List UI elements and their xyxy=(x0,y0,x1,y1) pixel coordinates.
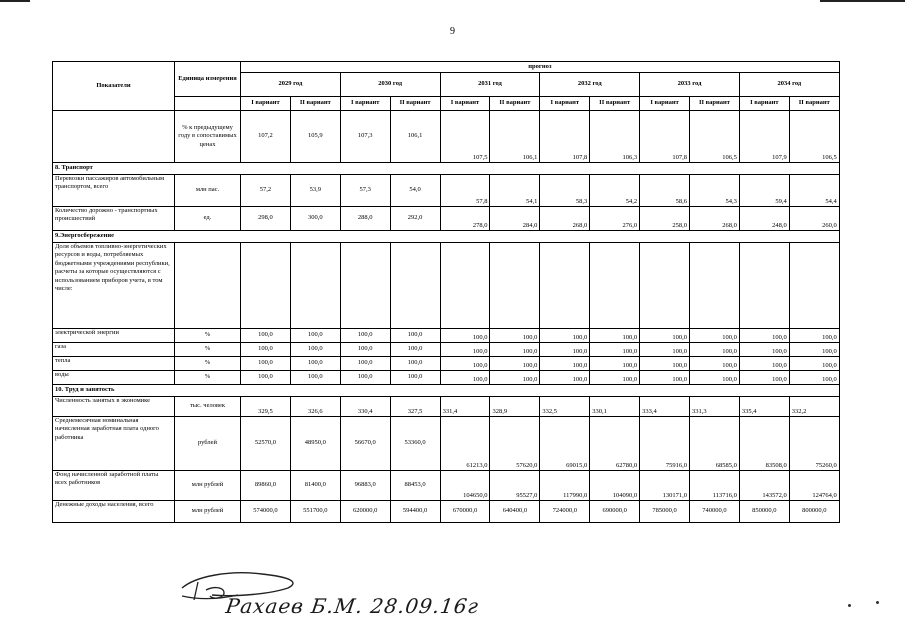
value-cell xyxy=(789,243,839,329)
value-cell: 333,4 xyxy=(640,397,690,417)
value-cell: 105,9 xyxy=(290,111,340,163)
value-cell: 100,0 xyxy=(241,329,291,343)
header-variant-2: II вариант xyxy=(390,97,440,111)
value-cell: 100,0 xyxy=(789,357,839,371)
value-cell: 300,0 xyxy=(290,207,340,231)
value-cell xyxy=(340,243,390,329)
value-cell: 100,0 xyxy=(340,357,390,371)
value-cell: 95527,0 xyxy=(490,471,540,501)
value-cell: 100,0 xyxy=(789,343,839,357)
value-cell: 68585,0 xyxy=(690,417,740,471)
header-variant-1: I вариант xyxy=(340,97,390,111)
section-row xyxy=(53,385,840,397)
value-cell: 57,8 xyxy=(440,175,490,207)
value-cell xyxy=(390,243,440,329)
value-cell xyxy=(490,243,540,329)
value-cell: 107,2 xyxy=(241,111,291,163)
header-year: 2029 год xyxy=(241,73,341,97)
indicator-label: Численность занятых в экономике xyxy=(53,397,175,417)
value-cell xyxy=(540,243,590,329)
value-cell: 100,0 xyxy=(640,329,690,343)
value-cell: 75916,0 xyxy=(640,417,690,471)
value-cell: 100,0 xyxy=(340,371,390,385)
value-cell: 100,0 xyxy=(490,343,540,357)
value-cell: 54,4 xyxy=(789,175,839,207)
value-cell: 332,2 xyxy=(789,397,839,417)
value-cell: 100,0 xyxy=(490,329,540,343)
table-row xyxy=(53,243,840,329)
scan-edge-mark xyxy=(820,0,905,2)
value-cell: 670000,0 xyxy=(440,501,490,523)
value-cell: 61213,0 xyxy=(440,417,490,471)
value-cell: 100,0 xyxy=(739,329,789,343)
value-cell: 100,0 xyxy=(540,371,590,385)
value-cell: 724000,0 xyxy=(540,501,590,523)
value-cell: 100,0 xyxy=(690,329,740,343)
value-cell: 288,0 xyxy=(340,207,390,231)
indicator-label: Денежные доходы населения, всего xyxy=(53,501,175,523)
value-cell: 248,0 xyxy=(739,207,789,231)
value-cell: 53,9 xyxy=(290,175,340,207)
value-cell: 260,0 xyxy=(789,207,839,231)
unit-cell: % к предыдущему году в сопоставимых ценах xyxy=(175,111,241,163)
value-cell: 58,3 xyxy=(540,175,590,207)
value-cell: 100,0 xyxy=(590,343,640,357)
value-cell: 100,0 xyxy=(590,329,640,343)
value-cell: 107,8 xyxy=(640,111,690,163)
value-cell: 100,0 xyxy=(440,329,490,343)
value-cell: 106,5 xyxy=(690,111,740,163)
value-cell: 298,0 xyxy=(241,207,291,231)
value-cell: 100,0 xyxy=(540,343,590,357)
value-cell: 54,0 xyxy=(390,175,440,207)
value-cell: 107,8 xyxy=(540,111,590,163)
value-cell: 59,4 xyxy=(739,175,789,207)
unit-cell: % xyxy=(175,329,241,343)
scan-speck xyxy=(848,604,851,607)
header-variant-1: I вариант xyxy=(739,97,789,111)
unit-cell: млн рублей xyxy=(175,471,241,501)
value-cell: 89860,0 xyxy=(241,471,291,501)
header-variant-2: II вариант xyxy=(789,97,839,111)
value-cell: 83508,0 xyxy=(739,417,789,471)
value-cell: 800000,0 xyxy=(789,501,839,523)
header-variant-1: I вариант xyxy=(640,97,690,111)
value-cell: 58,6 xyxy=(640,175,690,207)
value-cell: 100,0 xyxy=(390,357,440,371)
scan-edge-mark xyxy=(0,0,30,2)
value-cell: 124764,0 xyxy=(789,471,839,501)
value-cell: 106,3 xyxy=(590,111,640,163)
value-cell: 100,0 xyxy=(241,371,291,385)
value-cell: 268,0 xyxy=(540,207,590,231)
value-cell: 100,0 xyxy=(690,343,740,357)
indicator-label: Среднемесячная номинальная начисленная заработная плата одного работника xyxy=(53,417,175,471)
value-cell xyxy=(690,243,740,329)
value-cell: 100,0 xyxy=(739,357,789,371)
indicator-label: Фонд начисленной заработной платы всех работников xyxy=(53,471,175,501)
unit-cell: % xyxy=(175,371,241,385)
value-cell: 100,0 xyxy=(590,357,640,371)
value-cell: 100,0 xyxy=(390,371,440,385)
value-cell: 100,0 xyxy=(390,329,440,343)
value-cell: 640400,0 xyxy=(490,501,540,523)
indicator-label: Количество дорожно - транспортных происшествий xyxy=(53,207,175,231)
value-cell: 276,0 xyxy=(590,207,640,231)
indicator-label: тепла xyxy=(53,357,175,371)
value-cell: 327,5 xyxy=(390,397,440,417)
value-cell: 53360,0 xyxy=(390,417,440,471)
header-variant-2: II вариант xyxy=(690,97,740,111)
unit-cell: % xyxy=(175,357,241,371)
value-cell: 331,3 xyxy=(690,397,740,417)
value-cell: 850000,0 xyxy=(739,501,789,523)
indicator-label xyxy=(53,111,175,163)
value-cell: 52570,0 xyxy=(241,417,291,471)
value-cell: 690000,0 xyxy=(590,501,640,523)
value-cell: 100,0 xyxy=(739,371,789,385)
value-cell: 100,0 xyxy=(290,357,340,371)
value-cell: 69015,0 xyxy=(540,417,590,471)
value-cell: 106,1 xyxy=(390,111,440,163)
scan-speck xyxy=(876,601,879,604)
value-cell: 57,2 xyxy=(241,175,291,207)
header-year: 2033 год xyxy=(640,73,740,97)
value-cell: 81400,0 xyxy=(290,471,340,501)
value-cell: 100,0 xyxy=(440,371,490,385)
value-cell: 100,0 xyxy=(241,357,291,371)
value-cell: 329,5 xyxy=(241,397,291,417)
value-cell: 574000,0 xyxy=(241,501,291,523)
value-cell xyxy=(739,243,789,329)
header-variant-1: I вариант xyxy=(241,97,291,111)
value-cell: 100,0 xyxy=(690,357,740,371)
value-cell: 100,0 xyxy=(290,329,340,343)
unit-cell: % xyxy=(175,343,241,357)
value-cell: 100,0 xyxy=(789,371,839,385)
header-year: 2032 год xyxy=(540,73,640,97)
value-cell: 100,0 xyxy=(490,371,540,385)
value-cell: 100,0 xyxy=(290,343,340,357)
indicator-label: газа xyxy=(53,343,175,357)
section-title: 10. Труд и занятость xyxy=(53,385,840,397)
value-cell: 100,0 xyxy=(690,371,740,385)
value-cell: 328,9 xyxy=(490,397,540,417)
header-variant-2: II вариант xyxy=(490,97,540,111)
value-cell: 100,0 xyxy=(590,371,640,385)
header-year: 2034 год xyxy=(739,73,839,97)
value-cell: 100,0 xyxy=(640,343,690,357)
indicator-label: воды xyxy=(53,371,175,385)
value-cell: 48950,0 xyxy=(290,417,340,471)
header-year: 2030 год xyxy=(340,73,440,97)
header-indicators: Показатели xyxy=(53,62,175,111)
value-cell: 62780,0 xyxy=(590,417,640,471)
value-cell: 57620,0 xyxy=(490,417,540,471)
value-cell: 100,0 xyxy=(490,357,540,371)
section-title: 8. Транспорт xyxy=(53,163,840,175)
header-unit-blank xyxy=(175,97,241,111)
value-cell: 551700,0 xyxy=(290,501,340,523)
value-cell: 100,0 xyxy=(290,371,340,385)
value-cell: 100,0 xyxy=(340,343,390,357)
page-number: 9 xyxy=(450,26,455,37)
value-cell: 740000,0 xyxy=(690,501,740,523)
table-row xyxy=(53,175,840,207)
value-cell: 100,0 xyxy=(440,343,490,357)
value-cell: 88453,0 xyxy=(390,471,440,501)
header-variant-1: I вариант xyxy=(540,97,590,111)
value-cell: 54,1 xyxy=(490,175,540,207)
value-cell xyxy=(640,243,690,329)
unit-cell: рублей xyxy=(175,417,241,471)
indicator-label: электрической энергии xyxy=(53,329,175,343)
header-variant-1: I вариант xyxy=(440,97,490,111)
value-cell xyxy=(241,243,291,329)
value-cell: 332,5 xyxy=(540,397,590,417)
table-row xyxy=(53,417,840,471)
unit-cell: ед. xyxy=(175,207,241,231)
value-cell: 268,0 xyxy=(690,207,740,231)
table-row xyxy=(53,397,840,417)
table-row xyxy=(53,501,840,523)
value-cell: 284,0 xyxy=(490,207,540,231)
value-cell: 594400,0 xyxy=(390,501,440,523)
value-cell: 100,0 xyxy=(390,343,440,357)
indicator-label: Перевозки пассажиров автомобильным транспортом, всего xyxy=(53,175,175,207)
header-variant-2: II вариант xyxy=(590,97,640,111)
value-cell: 100,0 xyxy=(440,357,490,371)
indicator-label: Доля объемов топливно-энергетических ресурсов и воды, потребляемых бюджетными учреждениями республики, расчеты за которые осуществляются с использованием приборов учета, в том числе: xyxy=(53,243,175,329)
value-cell: 292,0 xyxy=(390,207,440,231)
value-cell: 107,3 xyxy=(340,111,390,163)
header-year: 2031 год xyxy=(440,73,540,97)
value-cell xyxy=(590,243,640,329)
unit-cell: млн пас. xyxy=(175,175,241,207)
value-cell xyxy=(290,243,340,329)
value-cell: 143572,0 xyxy=(739,471,789,501)
section-row xyxy=(53,231,840,243)
table-row xyxy=(53,357,840,371)
table-row xyxy=(53,111,840,163)
table-row xyxy=(53,329,840,343)
value-cell: 100,0 xyxy=(540,357,590,371)
value-cell xyxy=(440,243,490,329)
unit-cell: млн рублей xyxy=(175,501,241,523)
value-cell: 100,0 xyxy=(739,343,789,357)
value-cell: 106,1 xyxy=(490,111,540,163)
table-row xyxy=(53,343,840,357)
table-row xyxy=(53,207,840,231)
header-variant-2: II вариант xyxy=(290,97,340,111)
value-cell: 326,6 xyxy=(290,397,340,417)
signature-name-date: Рахаев Б.М. 28.09.16г xyxy=(224,594,481,618)
value-cell: 113716,0 xyxy=(690,471,740,501)
value-cell: 104090,0 xyxy=(590,471,640,501)
forecast-table xyxy=(52,61,840,523)
value-cell: 100,0 xyxy=(789,329,839,343)
value-cell: 785000,0 xyxy=(640,501,690,523)
value-cell: 278,0 xyxy=(440,207,490,231)
value-cell: 330,4 xyxy=(340,397,390,417)
value-cell: 335,4 xyxy=(739,397,789,417)
unit-cell xyxy=(175,243,241,329)
value-cell: 107,9 xyxy=(739,111,789,163)
section-title: 9.Энергосбережение xyxy=(53,231,840,243)
value-cell: 620000,0 xyxy=(340,501,390,523)
header-unit: Единица измерения xyxy=(175,62,241,97)
value-cell: 106,5 xyxy=(789,111,839,163)
value-cell: 100,0 xyxy=(640,371,690,385)
value-cell: 100,0 xyxy=(640,357,690,371)
value-cell: 258,0 xyxy=(640,207,690,231)
value-cell: 130171,0 xyxy=(640,471,690,501)
value-cell: 100,0 xyxy=(340,329,390,343)
value-cell: 100,0 xyxy=(540,329,590,343)
value-cell: 75260,0 xyxy=(789,417,839,471)
value-cell: 54,2 xyxy=(590,175,640,207)
value-cell: 54,3 xyxy=(690,175,740,207)
value-cell: 96883,0 xyxy=(340,471,390,501)
value-cell: 104650,0 xyxy=(440,471,490,501)
value-cell: 56670,0 xyxy=(340,417,390,471)
value-cell: 100,0 xyxy=(241,343,291,357)
header-forecast: прогноз xyxy=(241,62,840,73)
unit-cell: тыс. человек xyxy=(175,397,241,417)
table-row xyxy=(53,471,840,501)
value-cell: 107,5 xyxy=(440,111,490,163)
value-cell: 117990,0 xyxy=(540,471,590,501)
value-cell: 57,3 xyxy=(340,175,390,207)
value-cell: 330,1 xyxy=(590,397,640,417)
value-cell: 331,4 xyxy=(440,397,490,417)
table-row xyxy=(53,371,840,385)
section-row xyxy=(53,163,840,175)
